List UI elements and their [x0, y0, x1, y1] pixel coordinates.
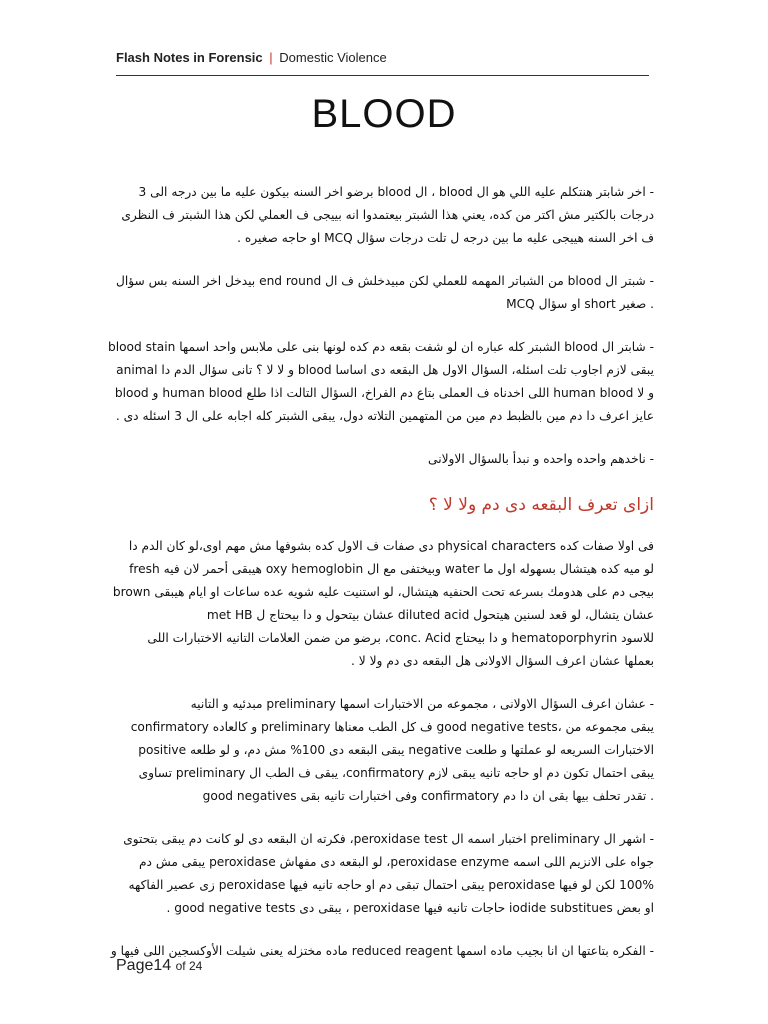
text-line: عايز اعرف دا دم مين بالظبط دم مين من المتهمين التلاته دول، يبقى الشبتر كله اجابه على ال 3 اسئله دى .: [115, 409, 654, 423]
text-line: met HB عشان بيتحول و دا بيحتاج ل diluted acid عشان يتشال، لو قعد لسنين هيتحول: [206, 608, 654, 622]
text-line: MCQ او سؤال short صغير .: [506, 297, 654, 311]
running-header: [116, 50, 648, 65]
text-line: - شبتر ال blood من الشباتر المهمه للعملي لكن مبيدخلش ف ال end round بيدخل اخر السنه بس سؤال: [115, 274, 654, 288]
page-footer: [116, 957, 202, 975]
paragraph: [118, 448, 654, 471]
text-line: - ناخدهم واحده واحده و نبدأ بالسؤال الاولانى: [428, 452, 654, 466]
paragraph: [112, 535, 654, 673]
book-title: Flash Notes in Forensic: [116, 50, 263, 65]
paragraph: [107, 336, 654, 428]
section-heading: ازاى تعرف البقعه دى دم ولا لا ؟: [428, 495, 654, 515]
text-line: يبقى احتمال تكون دم او حاجه تانيه يبقى لازم confirmatory، يبقى ف الطب ال preliminary تساوى: [138, 766, 654, 780]
page-label: Page: [116, 957, 154, 974]
text-line: - اشهر ال preliminary اختبار اسمه ال peroxidase test، فكرته ان البقعه دى لو كانت دم يبقى بتحتوى: [123, 832, 654, 846]
header-divider: [116, 75, 649, 76]
page-number: 14: [153, 957, 172, 974]
text-line: good negatives وفى اختبارات تانيه بقى confirmatory تقدر تحلف بيها بقى ان دا دم .: [202, 789, 654, 803]
text-line: بعملها عشان اعرف السؤال الاولانى هل البقعه دى دم ولا لا .: [351, 654, 654, 668]
paragraph: [118, 693, 654, 808]
text-line: بيجى دم على هدومك بسرعه تحت الحنفيه هيتشال، لو استنيت عليه شويه عده ساعات او ايام هيبقى brown: [112, 585, 654, 599]
section-paragraphs: [110, 535, 654, 963]
text-line: - عشان اعرف السؤال الاولانى ، مجموعه من الاختبارات اسمها preliminary مبدئيه و التانيه: [190, 697, 654, 711]
page-total: of 24: [175, 959, 203, 973]
text-line: - اخر شابتر هنتكلم عليه اللي هو ال blood ، ال blood برضو اخر السنه بيكون عليه ما بين درجه الى 3: [138, 185, 654, 199]
document-body: [107, 181, 654, 983]
chapter-title: Domestic Violence: [279, 50, 387, 65]
text-line: confirmatory و كالعاده preliminary ف كل الطب معناها good negative tests، يبقى مجموعه من: [130, 720, 654, 734]
text-line: للاسود hematoporphyrin و دا بيحتاج conc. Acid، برضو من ضمن العلامات التانيه الاختبارات اللى: [147, 631, 654, 645]
intro-paragraphs: [107, 181, 654, 471]
text-line: فى اولا صفات كده physical characters دى صفات ف الاول كده بشوفها مش مهم اوى،لو كان الدم دا: [128, 539, 654, 553]
text-line: 100% لكن لو فيها peroxidase يبقى احتمال تبقى دم او حاجه تانيه فيها peroxidase زى عصير الفاكهه: [128, 878, 654, 892]
page-title: BLOOD: [311, 92, 457, 136]
text-line: ف اخر السنه هييجى عليه ما بين درجه ل تلت درجات سؤال MCQ او حاجه صغيره .: [237, 231, 654, 245]
text-line: - الفكره بتاعتها ان انا بجيب ماده اسمها reduced reagent ماده مختزله يعنى شيلت الأوكسجين اللى فيها و: [110, 944, 654, 958]
header-separator: |: [269, 50, 273, 65]
text-line: الاختبارات السريعه لو عملتها و طلعت negative يبقى البقعه دى 100% مش دم، و لو طلعه positive: [138, 743, 654, 757]
text-line: او بعض iodide substitues حاجات تانيه فيها peroxidase ، يبقى دى good negative tests .: [166, 901, 654, 915]
text-line: يبقى لازم اجاوب تلت اسئله، السؤال الاول هل البقعه دى اساسا blood و لا لا ؟ تانى سؤال الدم دا animal: [116, 363, 654, 377]
paragraph: [118, 828, 654, 920]
text-line: درجات بالكتير مش اكتر من كده، يعني هذا الشبتر بيعتمدوا انه بييجى ف العملي لكن هذا الشبتر ف النظرى: [121, 208, 654, 222]
text-line: fresh هيبقى أحمر لان فيه oxy hemoglobin وبيختفى مع ال water لو ميه كده هيتشال بسهوله اول ما: [129, 562, 654, 576]
text-line: - شابتر ال blood الشبتر كله عباره ان لو شفت بقعه دم كده لونها بنى على ملابس واحد اسمها blood stain: [107, 340, 654, 354]
text-line: جواه على الانزيم اللى اسمه peroxidase enzyme، لو البقعه دى مفهاش peroxidase يبقى مش دم: [139, 855, 654, 869]
paragraph: [115, 270, 654, 316]
text-line: و لا human blood اللى اخدناه ف العملى بتاع دم الفراخ، السؤال التالت اذا طلع human blood و blood: [114, 386, 654, 400]
paragraph: [118, 181, 654, 250]
